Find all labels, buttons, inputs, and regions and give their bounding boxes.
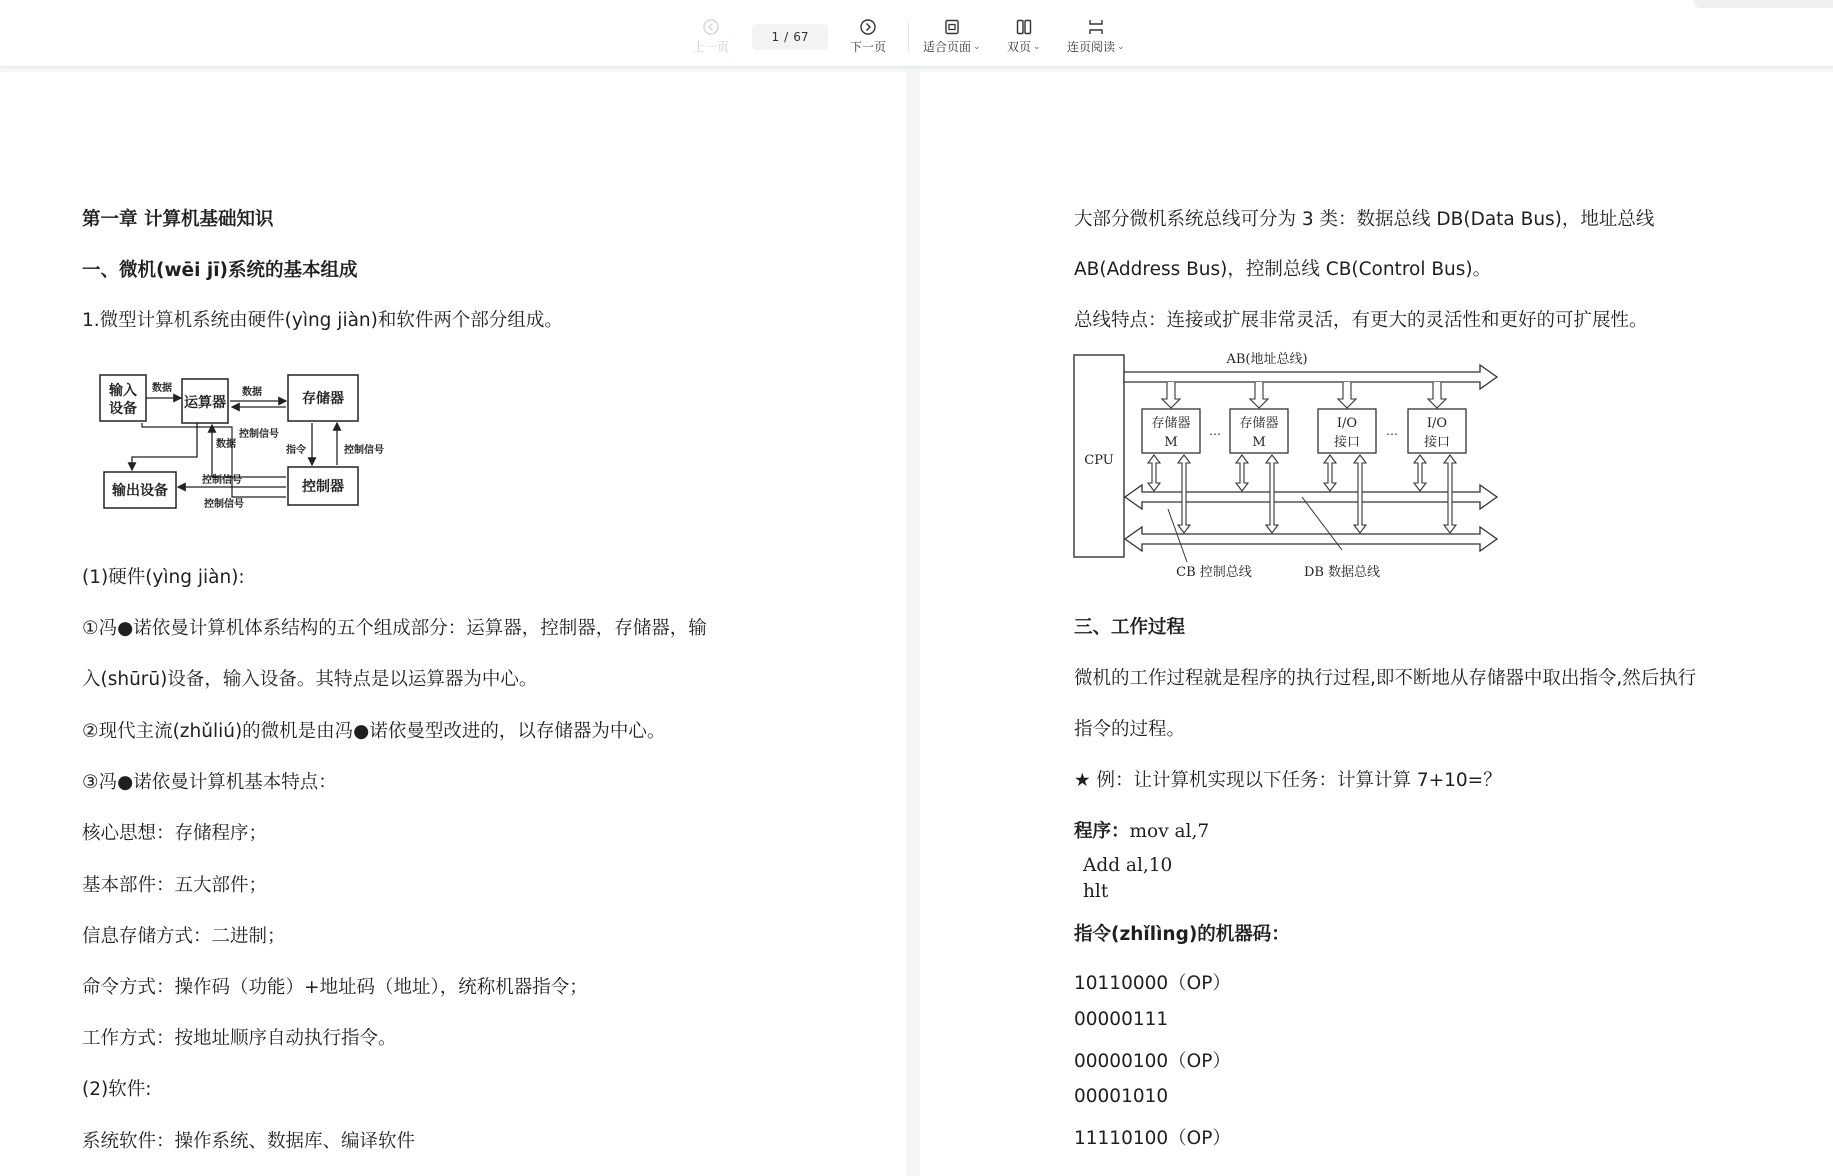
arrow xyxy=(1324,455,1336,491)
ellipsis: … xyxy=(1209,424,1221,438)
chevron-left-circle-icon xyxy=(702,18,720,36)
dual-page-icon xyxy=(1015,18,1033,36)
bus-arrow xyxy=(1125,485,1497,509)
paragraph: 核心思想：存储程序； xyxy=(82,823,268,844)
machine-code-line: 00001010 xyxy=(1074,1086,1169,1107)
code-line: Add al,10 xyxy=(1083,855,1173,876)
input-device-text-1: 输入 xyxy=(109,383,137,399)
example-line: ★ 例：让计算机实现以下任务：计算计算 7+10=？ xyxy=(1074,770,1502,791)
ellipsis: … xyxy=(1386,424,1398,438)
label-control-signal: 控制信号 xyxy=(204,499,244,510)
alu-text: 运算器 xyxy=(184,395,226,411)
fit-page-label: 适合页面 xyxy=(923,40,972,54)
bus-structure-diagram xyxy=(1072,347,1512,582)
label-data: 数据 xyxy=(152,383,172,394)
label-data: 数据 xyxy=(216,439,236,450)
prev-page-button[interactable] xyxy=(693,18,729,55)
continuous-read-icon xyxy=(1087,18,1105,36)
paragraph: 微机的工作过程就是程序的执行过程,即不断地从存储器中取出指令,然后执行 xyxy=(1074,668,1697,689)
arrow xyxy=(1236,455,1248,491)
memory-module-text: 存储器 xyxy=(1239,416,1279,431)
paragraph: 指令的过程。 xyxy=(1074,719,1186,740)
program-line xyxy=(1074,817,1209,843)
arrow xyxy=(1162,382,1180,408)
section-title: 三、工作过程 xyxy=(1074,617,1186,638)
paragraph: 命令方式：操作码（功能）+地址码（地址），统称机器指令； xyxy=(82,977,588,998)
corner-decoration xyxy=(1693,0,1833,8)
paragraph: AB(Address Bus)，控制总线 CB(Control Bus)。 xyxy=(1074,259,1492,280)
paragraph: ②现代主流(zhǔliú)的微机是由冯●诺依曼型改进的，以存储器为中心。 xyxy=(82,721,666,742)
continuous-read-label: 连页阅读 xyxy=(1067,40,1116,54)
next-page-button[interactable] xyxy=(850,18,886,55)
arrow xyxy=(132,423,197,470)
fit-page-icon xyxy=(943,18,961,36)
page-separator: / xyxy=(784,30,789,44)
chevron-down-icon: ⌄ xyxy=(1117,41,1125,52)
paragraph: 入(shūrū)设备，输入设备。其特点是以运算器为中心。 xyxy=(82,669,538,690)
next-page-label: 下一页 xyxy=(850,40,887,54)
fit-page-dropdown[interactable] xyxy=(923,18,981,55)
arrow xyxy=(1414,455,1426,491)
document-page-left xyxy=(0,72,906,1176)
cpu-text: CPU xyxy=(1084,453,1114,468)
section-title: 一、微机(wēi jī)系统的基本组成 xyxy=(82,260,358,281)
chevron-down-icon: ⌄ xyxy=(973,41,981,52)
dual-page-label: 双页 xyxy=(1007,40,1032,54)
label-control-signal: 控制信号 xyxy=(344,445,384,456)
arrow xyxy=(1338,382,1356,408)
toolbar-divider xyxy=(908,22,909,52)
io-interface-text: 接口 xyxy=(1423,435,1451,450)
chevron-right-circle-icon xyxy=(859,18,877,36)
document-page-right xyxy=(920,72,1833,1176)
paragraph: 大部分微机系统总线可分为 3 类：数据总线 DB(Data Bus)，地址总线 xyxy=(1074,209,1655,230)
page-current[interactable]: 1 xyxy=(771,30,780,44)
page-indicator[interactable] xyxy=(752,24,828,50)
continuous-read-dropdown[interactable] xyxy=(1067,18,1125,55)
machine-code-line: 00000100（OP） xyxy=(1074,1051,1231,1072)
page-total: 67 xyxy=(793,30,809,44)
label-instruction: 指令 xyxy=(286,445,306,456)
controller-text: 控制器 xyxy=(302,479,344,495)
paragraph: 基本部件：五大部件； xyxy=(82,875,268,896)
arrow xyxy=(1148,455,1160,491)
chapter-title: 第一章 计算机基础知识 xyxy=(82,209,274,230)
arrow xyxy=(1428,382,1446,408)
address-bus-label: AB(地址总线) xyxy=(1226,352,1308,367)
data-bus-label: DB 数据总线 xyxy=(1303,565,1381,580)
program-label: 程序： xyxy=(1074,821,1130,842)
label-control-signal: 控制信号 xyxy=(239,429,279,440)
memory-module-text: 存储器 xyxy=(1151,416,1191,431)
memory-module-text: M xyxy=(1164,435,1178,450)
io-interface-text: I/O xyxy=(1336,416,1358,431)
control-bus-label: CB 控制总线 xyxy=(1176,565,1252,580)
paragraph: (2)软件: xyxy=(82,1079,152,1100)
label-control-signal: 控制信号 xyxy=(202,475,242,486)
machine-code-line: 00000111 xyxy=(1074,1009,1169,1030)
prev-page-label: 上一页 xyxy=(693,40,730,54)
code-line: mov al,7 xyxy=(1129,821,1210,842)
bus-arrow xyxy=(1125,527,1497,551)
output-device-text: 输出设备 xyxy=(112,483,168,499)
paragraph: 信息存储方式：二进制； xyxy=(82,926,286,947)
paragraph: 系统软件：操作系统、数据库、编译软件 xyxy=(82,1131,416,1152)
label-data: 数据 xyxy=(242,387,262,398)
memory-text: 存储器 xyxy=(302,391,344,407)
reader-toolbar xyxy=(0,0,1833,67)
arrow xyxy=(1250,382,1268,408)
paragraph: ③冯●诺依曼计算机基本特点： xyxy=(82,772,337,793)
paragraph: 1.微型计算机系统由硬件(yìng jiàn)和软件两个部分组成。 xyxy=(82,310,563,331)
section-title: 指令(zhǐlìng)的机器码： xyxy=(1074,924,1290,945)
paragraph: 总线特点：连接或扩展非常灵活，有更大的灵活性和更好的可扩展性。 xyxy=(1074,310,1648,331)
io-interface-text: 接口 xyxy=(1333,435,1361,450)
machine-code-line: 11110100（OP） xyxy=(1074,1128,1231,1149)
memory-module-text: M xyxy=(1252,435,1266,450)
paragraph: 工作方式：按地址顺序自动执行指令。 xyxy=(82,1028,397,1049)
paragraph: (1)硬件(yìng jiàn): xyxy=(82,567,245,588)
paragraph: ①冯●诺依曼计算机体系结构的五个组成部分：运算器，控制器，存储器，输 xyxy=(82,618,707,639)
dual-page-dropdown[interactable] xyxy=(1007,18,1041,55)
machine-code-line: 10110000（OP） xyxy=(1074,973,1231,994)
computer-structure-diagram xyxy=(82,357,412,517)
chevron-down-icon: ⌄ xyxy=(1033,41,1041,52)
input-device-text-2: 设备 xyxy=(109,401,137,417)
io-interface-text: I/O xyxy=(1426,416,1448,431)
code-line: hlt xyxy=(1083,881,1109,902)
